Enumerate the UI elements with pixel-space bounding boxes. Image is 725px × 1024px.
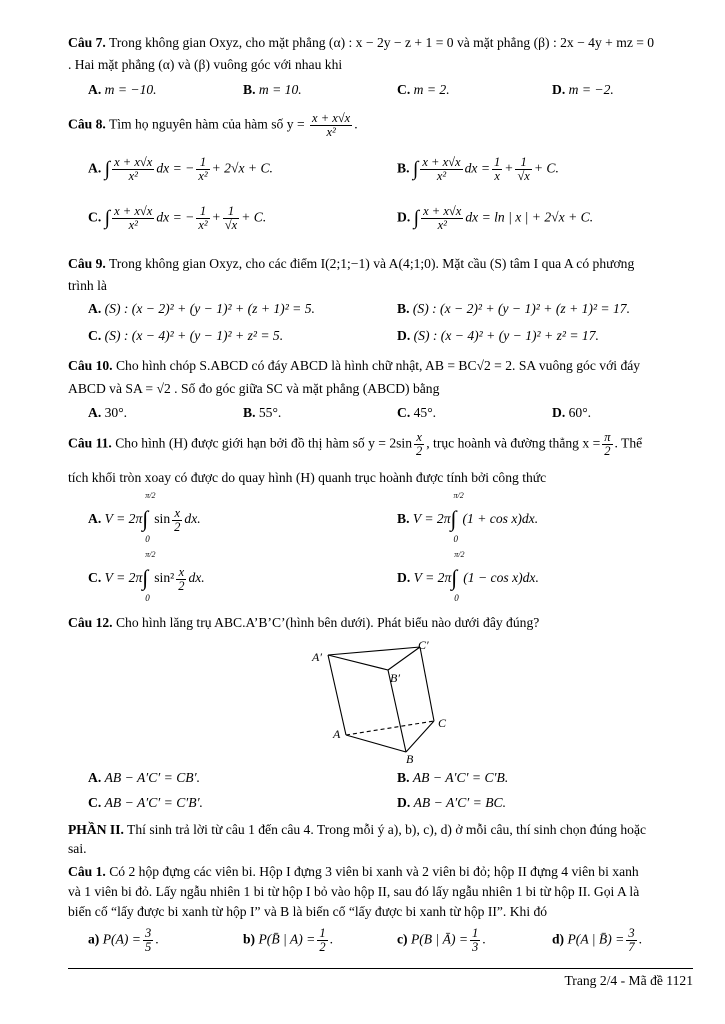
q10-text2: ABCD và SA = √2 . Số đo góc giữa SC và mặt phẳng (ABCD) bằng [68,381,440,396]
q11-option-c: C. V = 2π π/2 ∫ 0 sin² $\frac{x}{2}$ dx. [88,550,205,603]
part2-text1: Thí sinh trả lời từ câu 1 đến câu 4. Trong mỗi ý a), b), c), d) ở mỗi câu, thí sinh chọn đúng hoặc [127,822,647,837]
q12-option-b: B. AB − A′C′ = C′B. [397,770,509,785]
q10-option-d: D. 60°. [552,405,592,420]
q9-option-c: C. (S) : (x − 4)² + (y − 1)² + z² = 5. [88,328,284,343]
q8-option-a: A. ∫ $\frac{x + x√x}{\text{x²}}$ dx = − $\frac{1}{\text{x²}}$ + 2√x + C. [88,155,273,183]
q10-option-a: A. 30°. [88,405,128,420]
label-C1: C′ [418,638,429,652]
q12-text: Cho hình lăng trụ ABC.A’B’C’(hình bên dưới). Phát biểu nào dưới đây đúng? [115,615,540,630]
p2q1-option-a: a) P(A) = $\frac{3}{5}$ . [88,926,159,954]
q12-line [68,615,539,631]
q10-line1 [68,358,640,374]
footer-page: Trang 2/4 - Mã đề 1121 [564,973,693,988]
q10-text1: Cho hình chóp S.ABCD có đáy ABCD là hình chữ nhật, AB = BC√2 = 2. SA vuông góc với đáy [115,358,641,373]
q12-option-c: C. AB − A′C′ = C′B′. [88,795,203,810]
q9-line1 [68,256,634,272]
footer-rule [68,968,693,969]
p2q1-option-b: b) P(B̄ | A) = $\frac{1}{2}$ . [243,926,333,954]
p2q1-text2: và 1 viên bi đỏ. Lấy ngẫu nhiên 1 bi từ hộp I bỏ vào hộp II, sau đó lấy ngẫu nhiên 1 bi từ hộp II. Gọi A là [68,884,640,899]
p2q1-option-c: c) P(B | Ā) = $\frac{1}{3}$ . [397,926,486,954]
q8-option-d: D. ∫ $\frac{x + x√x}{\text{x²}}$ dx = ln | x | + 2√x + C. [397,204,594,232]
q12-label: Câu 12. [68,615,113,630]
q8-label: Câu 8. [68,116,106,132]
q9-option-b: B. (S) : (x − 2)² + (y − 1)² + (z + 1)² = 17. [397,301,630,316]
q8-line: Câu 8. Tìm họ nguyên hàm của hàm số y = $\frac{x + x√x}{\text{x²}}$ . [68,111,358,139]
part2-line1 [68,822,646,838]
p2q1-line1 [68,864,639,880]
prism-figure [300,635,470,765]
part2-label: PHẦN II. [68,822,124,837]
part2-text2: sai. [68,841,87,856]
q8-option-b: B. ∫ $\frac{x + x√x}{\text{x²}}$ dx = $\frac{1}{x}$ + $\frac{1}{√x}$ + C. [397,155,559,183]
q11-label: Câu 11. [68,435,112,451]
p2q1-text3: biến cố “lấy được bi xanh từ hộp I” và B là biến cố “lấy được bi xanh từ hộp II”. Khi đó [68,904,548,919]
q7-option-c: C. m = 2. [397,82,450,97]
label-C: C [438,716,447,730]
q9-text2: trình là [68,278,107,293]
label-B: B [406,752,414,765]
q10-option-b: B. 55°. [243,405,282,420]
q11-text2: tích khối tròn xoay có được do quay hình (H) quanh trục hoành được tính bởi công thức [68,470,547,485]
p2q1-text1: Có 2 hộp đựng các viên bi. Hộp I đựng 3 viên bi xanh và 2 viên bi đỏ; hộp II đựng 4 viên bi xanh [109,864,639,879]
q12-option-a: A. AB − A′C′ = CB′. [88,770,200,785]
q7-option-a: A. m = −10. [88,82,157,97]
q10-label: Câu 10. [68,358,113,373]
p2q1-option-d: d) P(A | B̄) = $\frac{3}{7}$ . [552,926,642,954]
q9-label: Câu 9. [68,256,106,271]
q7-label: Câu 7. [68,35,106,50]
q7-option-d: D. m = −2. [552,82,614,97]
q11-line1: Câu 11. Cho hình (H) được giới hạn bởi đồ thị hàm số y = 2sin $\frac{x}{2}$ , trục hoành và đường thẳng x = $\frac{\pi}{2}$ . Thể [68,430,643,458]
q9-option-d: D. (S) : (x − 4)² + (y − 1)² + z² = 17. [397,328,599,343]
label-B1: B′ [390,671,400,685]
q11-option-a: A. V = 2π π/2 ∫ 0 sin $\frac{x}{2}$ dx. [88,491,201,544]
q10-option-c: C. 45°. [397,405,437,420]
q7-option-b: B. m = 10. [243,82,302,97]
q11-option-d: D. V = 2π π/2 ∫ 0 (1 − cos x)dx. [397,550,539,603]
p2q1-label: Câu 1. [68,864,106,879]
q8-text: Tìm họ nguyên hàm của hàm số y = [108,116,305,132]
q7-line1 [68,35,654,51]
q12-option-d: D. AB − A′C′ = BC. [397,795,507,810]
q8-function: $\frac{x + x√x}{\text{x²}}$ [312,111,351,139]
q8-option-c: C. ∫ $\frac{x + x√x}{\text{x²}}$ dx = − $\frac{1}{\text{x²}}$ + $\frac{1}{√x}$ + C. [88,204,267,232]
q9-text1: Trong không gian Oxyz, cho các điểm I(2;1;−1) và A(4;1;0). Mặt cầu (S) tâm I qua A có phương [108,256,635,271]
label-A1: A′ [312,650,322,664]
q7-text1: Trong không gian Oxyz, cho mặt phẳng (α) : x − 2y − z + 1 = 0 và mặt phẳng (β) : 2x − 4y + mz = 0 [108,35,655,50]
label-A: A [333,727,341,741]
q11-option-b: B. V = 2π π/2 ∫ 0 (1 + cos x)dx. [397,491,539,544]
q7-text2: . Hai mặt phẳng (α) và (β) vuông góc với nhau khi [68,57,343,72]
q9-option-a: A. (S) : (x − 2)² + (y − 1)² + (z + 1)² = 5. [88,301,315,316]
